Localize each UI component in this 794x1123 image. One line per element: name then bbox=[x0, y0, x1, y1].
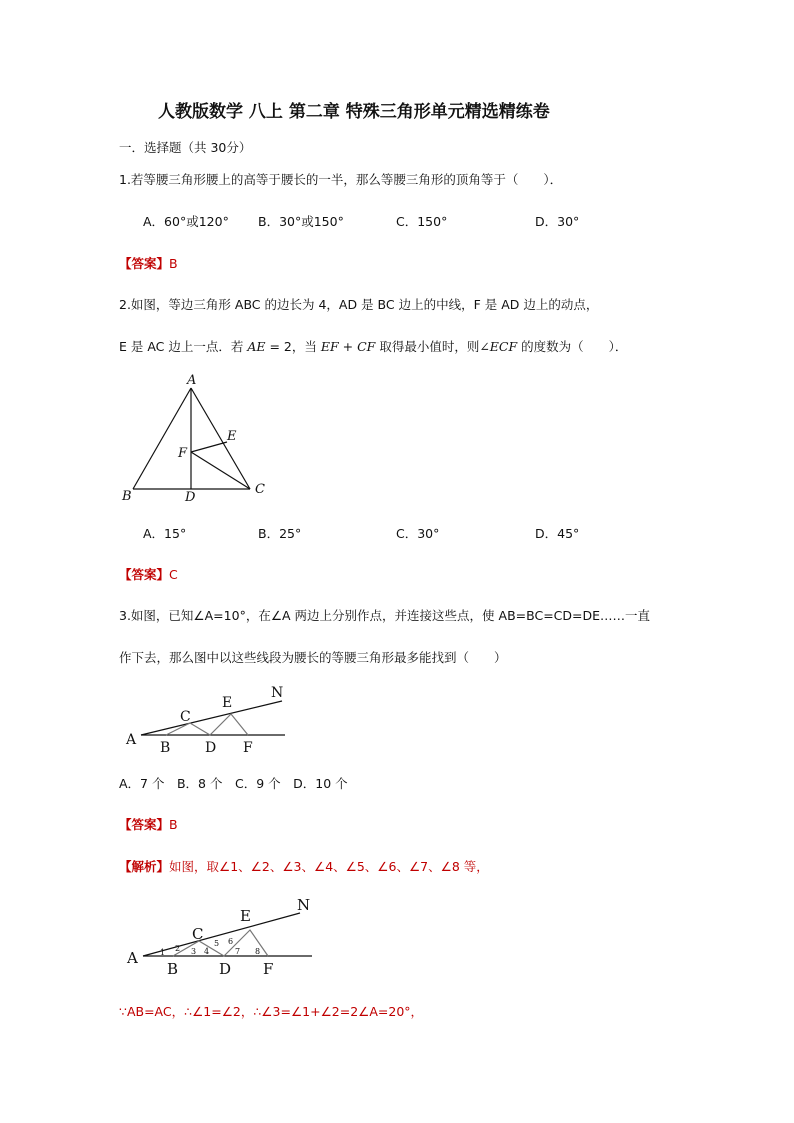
q1-text: 1.若等腰三角形腰上的高等于腰长的一半，那么等腰三角形的顶角等于（ ）． bbox=[119, 172, 563, 187]
label-e: E bbox=[240, 907, 251, 925]
label-n: N bbox=[297, 896, 311, 914]
label-f: F bbox=[178, 446, 188, 461]
q3-analysis-line2: ∵AB=AC，∴∠1=∠2，∴∠3=∠1+∠2=2∠A=20°， bbox=[119, 1004, 424, 1019]
label-b: B bbox=[160, 740, 171, 756]
q2-line2-eq: = 2，当 bbox=[265, 339, 321, 354]
angle-number-5: 5 bbox=[214, 939, 220, 948]
q3-answer bbox=[119, 817, 178, 833]
section-heading: 一．选择题（共 30分） bbox=[119, 140, 252, 155]
label-d: D bbox=[185, 490, 196, 505]
label-b: B bbox=[122, 489, 132, 504]
q1-option-d: D．30° bbox=[535, 214, 580, 229]
label-a: A bbox=[126, 732, 137, 748]
label-f: F bbox=[263, 960, 274, 978]
q2-line2-c: 的度数为（ ）． bbox=[517, 339, 628, 354]
q2-line1: 2.如图，等边三角形 ABC 的边长为 4，AD 是 BC 边上的中线，F 是 AD 边上的动点， bbox=[119, 297, 599, 312]
angle-number-4: 4 bbox=[204, 947, 210, 956]
q3-line2: 作下去，那么图中以这些线段为腰长的等腰三角形最多能找到（ ） bbox=[119, 650, 507, 665]
q2-line2 bbox=[119, 339, 627, 355]
q3-line1: 3.如图，已知∠A=10°，在∠A 两边上分别作点，并连接这些点，使 AB=BC=CD=DE……一直 bbox=[119, 608, 651, 623]
label-c: C bbox=[180, 709, 191, 725]
math-ae: AE bbox=[247, 339, 266, 354]
answer-value: B bbox=[169, 256, 178, 271]
q1-answer bbox=[119, 256, 178, 272]
q2-option-d: D．45° bbox=[535, 526, 580, 541]
page-title: 人教版数学 八上 第二章 特殊三角形单元精选精练卷 bbox=[158, 102, 550, 122]
q3-options: A．7 个 B．8 个 C．9 个 D．10 个 bbox=[119, 776, 348, 791]
angle-number-2: 2 bbox=[175, 944, 181, 953]
q3-analysis bbox=[119, 859, 489, 875]
angle-number-3: 3 bbox=[191, 947, 197, 956]
q2-option-c: C．30° bbox=[396, 526, 440, 541]
label-b: B bbox=[167, 960, 179, 978]
q2-answer bbox=[119, 567, 178, 583]
angle-number-6: 6 bbox=[228, 937, 234, 946]
answer-label: 【答案】 bbox=[119, 567, 170, 582]
q1-option-a: A．60°或120° bbox=[143, 214, 229, 229]
q2-line2-a: E 是 AC 边上一点．若 bbox=[119, 339, 248, 354]
q2-option-a: A．15° bbox=[143, 526, 187, 541]
analysis-label: 【解析】 bbox=[119, 859, 170, 874]
analysis-text: 如图，取∠1、∠2、∠3、∠4、∠5、∠6、∠7、∠8 等， bbox=[169, 859, 489, 874]
angle-number-1: 1 bbox=[160, 948, 166, 957]
q2-option-b: B．25° bbox=[258, 526, 302, 541]
label-a: A bbox=[187, 373, 197, 388]
answer-value: C bbox=[169, 567, 178, 582]
label-c: C bbox=[192, 925, 204, 943]
q2-line2-b: 取得最小值时，则 bbox=[375, 339, 480, 354]
label-f: F bbox=[243, 740, 253, 756]
label-d: D bbox=[219, 960, 232, 978]
math-angle-ecf: ∠ECF bbox=[479, 339, 518, 354]
math-ef-cf: EF + CF bbox=[320, 339, 376, 354]
label-a: A bbox=[127, 949, 138, 967]
label-c: C bbox=[255, 482, 265, 497]
label-d: D bbox=[205, 740, 217, 756]
q1-option-c: C．150° bbox=[396, 214, 448, 229]
q1-option-b: B．30°或150° bbox=[258, 214, 344, 229]
answer-value: B bbox=[169, 817, 178, 832]
label-n: N bbox=[271, 685, 284, 701]
label-e: E bbox=[227, 429, 237, 444]
label-e: E bbox=[222, 695, 233, 711]
angle-number-8: 8 bbox=[255, 947, 261, 956]
answer-label: 【答案】 bbox=[119, 256, 170, 271]
answer-label: 【答案】 bbox=[119, 817, 170, 832]
angle-number-7: 7 bbox=[235, 947, 241, 956]
